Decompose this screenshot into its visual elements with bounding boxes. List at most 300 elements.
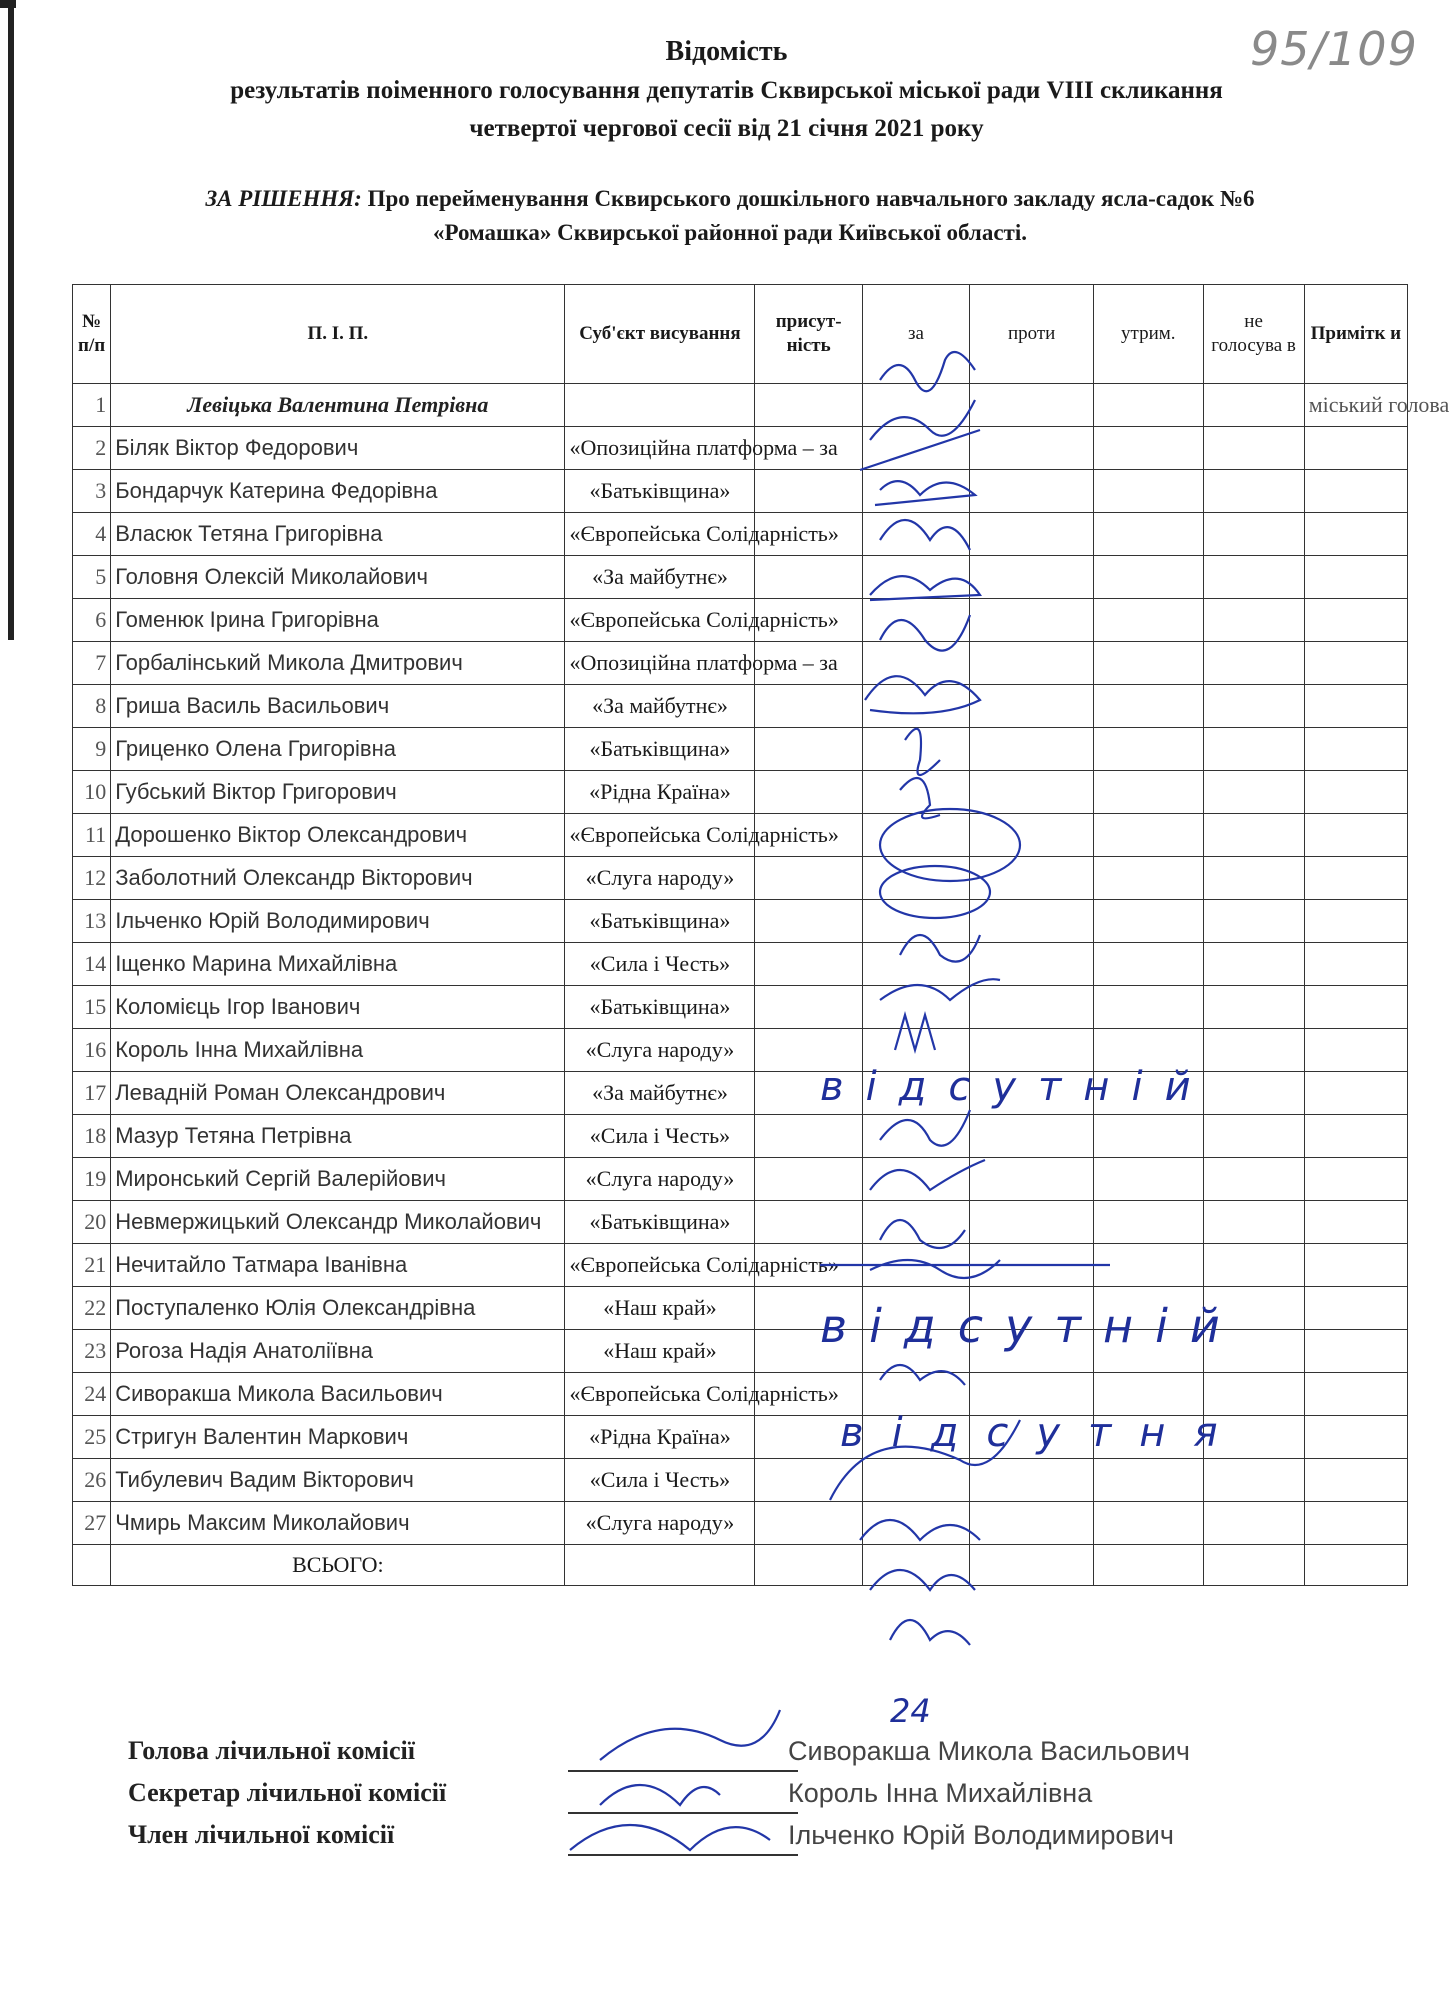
row-number: 21 — [73, 1244, 111, 1287]
vote-abstain-cell — [1094, 1244, 1203, 1287]
row-number: 4 — [73, 513, 111, 556]
row-number: 13 — [73, 900, 111, 943]
commission-role: Член лічильної комісії — [128, 1820, 395, 1849]
deputy-name: Стригун Валентин Маркович — [111, 1416, 565, 1459]
note-cell — [1304, 1158, 1407, 1201]
vote-for-cell — [862, 1502, 969, 1545]
total-blank-cell — [73, 1545, 111, 1586]
vote-abstain-cell — [1094, 943, 1203, 986]
deputy-name: Невмержицький Олександр Миколайович — [111, 1201, 565, 1244]
signature-line — [568, 1812, 798, 1814]
nominating-party: «За майбутнє» — [565, 685, 755, 728]
table-row — [73, 1029, 1408, 1072]
deputy-name: Король Інна Михайлівна — [111, 1029, 565, 1072]
vote-for-cell — [862, 1416, 969, 1459]
nominating-party: «Європейська Солідарність» — [565, 1373, 755, 1416]
deputy-name: Горбалінський Микола Дмитрович — [111, 642, 565, 685]
vote-for-cell — [862, 814, 969, 857]
signature-mark — [890, 1620, 970, 1645]
nominating-party: «Європейська Солідарність» — [565, 1244, 755, 1287]
total-for-handwritten: 24 — [890, 1692, 931, 1730]
nominating-party: «Опозиційна платформа – за — [565, 642, 755, 685]
header-not-voted: не голосува в — [1203, 285, 1304, 384]
total-not-voted-cell — [1203, 1545, 1304, 1586]
decision-label: ЗА РІШЕННЯ: — [205, 186, 362, 211]
vote-against-cell — [970, 771, 1094, 814]
deputy-name: Гриценко Олена Григорівна — [111, 728, 565, 771]
row-number: 22 — [73, 1287, 111, 1330]
vote-abstain-cell — [1094, 1201, 1203, 1244]
header-against: проти — [970, 285, 1094, 384]
not-voted-cell — [1203, 1115, 1304, 1158]
nominating-party: «Опозиційна платформа – за — [565, 427, 755, 470]
row-number: 12 — [73, 857, 111, 900]
deputy-name: Мазур Тетяна Петрівна — [111, 1115, 565, 1158]
row-number: 3 — [73, 470, 111, 513]
table-header-row — [73, 285, 1408, 384]
vote-against-cell — [970, 1201, 1094, 1244]
row-number: 24 — [73, 1373, 111, 1416]
not-voted-cell — [1203, 1244, 1304, 1287]
present-cell — [755, 1201, 862, 1244]
present-cell — [755, 986, 862, 1029]
table-row — [73, 1158, 1408, 1201]
vote-for-cell — [862, 470, 969, 513]
vote-for-cell — [862, 685, 969, 728]
vote-for-cell — [862, 1158, 969, 1201]
vote-for-cell — [862, 771, 969, 814]
table-row — [73, 1416, 1408, 1459]
deputy-name: Гриша Василь Васильович — [111, 685, 565, 728]
vote-for-cell — [862, 986, 969, 1029]
table-row — [73, 556, 1408, 599]
present-cell — [755, 1158, 862, 1201]
row-number: 17 — [73, 1072, 111, 1115]
not-voted-cell — [1203, 513, 1304, 556]
vote-for-cell — [862, 642, 969, 685]
vote-for-cell — [862, 1244, 969, 1287]
not-voted-cell — [1203, 685, 1304, 728]
table-row — [73, 943, 1408, 986]
vote-for-cell — [862, 943, 969, 986]
row-number: 11 — [73, 814, 111, 857]
vote-for-cell — [862, 513, 969, 556]
not-voted-cell — [1203, 599, 1304, 642]
note-cell — [1304, 685, 1407, 728]
not-voted-cell — [1203, 900, 1304, 943]
note-cell — [1304, 728, 1407, 771]
not-voted-cell — [1203, 1072, 1304, 1115]
commission-member-name: Сиворакша Микола Васильович — [788, 1736, 1190, 1766]
deputy-name: Іщенко Марина Михайлівна — [111, 943, 565, 986]
note-cell — [1304, 427, 1407, 470]
not-voted-cell — [1203, 1416, 1304, 1459]
present-cell — [755, 685, 862, 728]
deputy-name: Тибулевич Вадим Вікторович — [111, 1459, 565, 1502]
vote-abstain-cell — [1094, 1502, 1203, 1545]
total-against-cell — [970, 1545, 1094, 1586]
note-cell — [1304, 1029, 1407, 1072]
commission-row — [128, 1820, 1328, 1862]
row-number: 20 — [73, 1201, 111, 1244]
vote-against-cell — [970, 384, 1094, 427]
deputy-name: Біляк Віктор Федорович — [111, 427, 565, 470]
table-row — [73, 1502, 1408, 1545]
decision-block — [80, 182, 1380, 250]
document-subtitle-line2: четвертої чергової сесії від 21 січня 2021 року — [469, 115, 984, 142]
row-number: 9 — [73, 728, 111, 771]
table-row — [73, 1330, 1408, 1373]
table-row — [73, 1459, 1408, 1502]
nominating-party: «Слуга народу» — [565, 1029, 755, 1072]
deputy-name: Ільченко Юрій Володимирович — [111, 900, 565, 943]
vote-for-cell — [862, 728, 969, 771]
not-voted-cell — [1203, 1201, 1304, 1244]
deputy-name: Власюк Тетяна Григорівна — [111, 513, 565, 556]
vote-against-cell — [970, 1416, 1094, 1459]
deputy-name: Головня Олексій Миколайович — [111, 556, 565, 599]
note-cell — [1304, 1072, 1407, 1115]
vote-abstain-cell — [1094, 556, 1203, 599]
vote-against-cell — [970, 900, 1094, 943]
present-cell — [755, 1459, 862, 1502]
nominating-party: «Європейська Солідарність» — [565, 513, 755, 556]
vote-abstain-cell — [1094, 599, 1203, 642]
vote-for-cell — [862, 857, 969, 900]
signature-line — [568, 1854, 798, 1856]
counting-commission — [128, 1736, 1328, 1862]
table-row — [73, 1287, 1408, 1330]
note-cell — [1304, 1373, 1407, 1416]
vote-for-cell — [862, 1459, 969, 1502]
vote-against-cell — [970, 599, 1094, 642]
decision-text-line1: Про перейменування Сквирського дошкільного навчального закладу ясла-садок №6 — [361, 186, 1255, 211]
row-number: 8 — [73, 685, 111, 728]
not-voted-cell — [1203, 728, 1304, 771]
vote-abstain-cell — [1094, 1158, 1203, 1201]
vote-against-cell — [970, 1373, 1094, 1416]
vote-against-cell — [970, 427, 1094, 470]
row-number: 6 — [73, 599, 111, 642]
vote-against-cell — [970, 1287, 1094, 1330]
header-num: № п/п — [73, 285, 111, 384]
note-cell — [1304, 986, 1407, 1029]
note-cell — [1304, 642, 1407, 685]
table-row — [73, 1072, 1408, 1115]
total-present-cell — [755, 1545, 862, 1586]
vote-abstain-cell — [1094, 1330, 1203, 1373]
deputy-name: Чмирь Максим Миколайович — [111, 1502, 565, 1545]
deputy-name: Левіцька Валентина Петрівна — [111, 384, 565, 427]
note-cell — [1304, 1201, 1407, 1244]
present-cell — [755, 1115, 862, 1158]
total-row — [73, 1545, 1408, 1586]
vote-for-cell — [862, 1373, 969, 1416]
header-party: Суб'єкт висування — [565, 285, 755, 384]
row-number: 16 — [73, 1029, 111, 1072]
table-row — [73, 685, 1408, 728]
absent-note-row20: відсутній — [820, 1299, 1242, 1353]
present-cell — [755, 556, 862, 599]
not-voted-cell — [1203, 1330, 1304, 1373]
vote-abstain-cell — [1094, 857, 1203, 900]
present-cell — [755, 1029, 862, 1072]
vote-for-cell — [862, 1287, 969, 1330]
table-row — [73, 1373, 1408, 1416]
vote-abstain-cell — [1094, 384, 1203, 427]
vote-against-cell — [970, 513, 1094, 556]
scan-corner-mark — [0, 0, 16, 8]
table-row — [73, 728, 1408, 771]
row-number: 1 — [73, 384, 111, 427]
not-voted-cell — [1203, 1373, 1304, 1416]
not-voted-cell — [1203, 771, 1304, 814]
note-cell — [1304, 599, 1407, 642]
not-voted-cell — [1203, 1287, 1304, 1330]
deputy-name: Левадній Роман Олександрович — [111, 1072, 565, 1115]
commission-row — [128, 1778, 1328, 1820]
vote-for-cell — [862, 1201, 969, 1244]
header-present: присут-ність — [755, 285, 862, 384]
table-row — [73, 599, 1408, 642]
vote-against-cell — [970, 943, 1094, 986]
not-voted-cell — [1203, 943, 1304, 986]
vote-against-cell — [970, 685, 1094, 728]
present-cell — [755, 1502, 862, 1545]
deputy-name: Нечитайло Татмара Іванівна — [111, 1244, 565, 1287]
vote-abstain-cell — [1094, 642, 1203, 685]
table-row — [73, 900, 1408, 943]
nominating-party: «Сила і Честь» — [565, 1115, 755, 1158]
vote-for-cell — [862, 599, 969, 642]
document-title: Відомість — [665, 36, 788, 67]
vote-against-cell — [970, 1502, 1094, 1545]
total-abstain-cell — [1094, 1545, 1203, 1586]
table-row — [73, 986, 1408, 1029]
vote-for-cell — [862, 1072, 969, 1115]
vote-against-cell — [970, 1244, 1094, 1287]
vote-abstain-cell — [1094, 986, 1203, 1029]
commission-member-name: Король Інна Михайлівна — [788, 1778, 1093, 1808]
nominating-party: «Наш край» — [565, 1287, 755, 1330]
header-name: П. І. П. — [111, 285, 565, 384]
nominating-party: «За майбутнє» — [565, 1072, 755, 1115]
table-row — [73, 771, 1408, 814]
total-for-cell — [862, 1545, 969, 1586]
present-cell — [755, 1287, 862, 1330]
row-number: 27 — [73, 1502, 111, 1545]
present-cell — [755, 470, 862, 513]
vote-against-cell — [970, 814, 1094, 857]
header-note: Примітк и — [1304, 285, 1407, 384]
note-cell: міський голова — [1304, 384, 1407, 427]
not-voted-cell — [1203, 556, 1304, 599]
present-cell — [755, 943, 862, 986]
row-number: 5 — [73, 556, 111, 599]
decision-text-line2: «Ромашка» Сквирської районної ради Київської області. — [433, 220, 1027, 245]
present-cell — [755, 771, 862, 814]
vote-abstain-cell — [1094, 1287, 1203, 1330]
table-row — [73, 814, 1408, 857]
nominating-party: «Слуга народу» — [565, 1158, 755, 1201]
present-cell — [755, 1416, 862, 1459]
vote-abstain-cell — [1094, 427, 1203, 470]
vote-for-cell — [862, 427, 969, 470]
nominating-party: «За майбутнє» — [565, 556, 755, 599]
signature-line — [568, 1770, 798, 1772]
document-subtitle-line1: результатів поіменного голосування депутатів Сквирської міської ради VIII скликання — [230, 77, 1223, 104]
nominating-party: «Слуга народу» — [565, 857, 755, 900]
table-row — [73, 857, 1408, 900]
total-label: ВСЬОГО: — [111, 1545, 565, 1586]
deputy-name: Поступаленко Юлія Олександрівна — [111, 1287, 565, 1330]
row-number: 14 — [73, 943, 111, 986]
vote-against-cell — [970, 1115, 1094, 1158]
note-cell — [1304, 943, 1407, 986]
present-cell — [755, 900, 862, 943]
present-cell — [755, 728, 862, 771]
deputy-name: Сиворакша Микола Васильович — [111, 1373, 565, 1416]
row-number: 19 — [73, 1158, 111, 1201]
deputy-name: Гоменюк Ірина Григорівна — [111, 599, 565, 642]
deputy-name: Губський Віктор Григорович — [111, 771, 565, 814]
present-cell — [755, 857, 862, 900]
note-cell — [1304, 814, 1407, 857]
not-voted-cell — [1203, 1158, 1304, 1201]
commission-role: Голова лічильної комісії — [128, 1736, 415, 1765]
row-number: 18 — [73, 1115, 111, 1158]
vote-against-cell — [970, 1029, 1094, 1072]
note-cell — [1304, 1502, 1407, 1545]
note-cell — [1304, 1330, 1407, 1373]
vote-abstain-cell — [1094, 1373, 1203, 1416]
nominating-party: «Європейська Солідарність» — [565, 814, 755, 857]
table-row — [73, 427, 1408, 470]
nominating-party: «Слуга народу» — [565, 1502, 755, 1545]
vote-abstain-cell — [1094, 1029, 1203, 1072]
not-voted-cell — [1203, 1029, 1304, 1072]
nominating-party: «Сила і Честь» — [565, 943, 755, 986]
nominating-party: «Батьківщина» — [565, 728, 755, 771]
total-note-cell — [1304, 1545, 1407, 1586]
vote-abstain-cell — [1094, 1416, 1203, 1459]
deputy-name: Миронський Сергій Валерійович — [111, 1158, 565, 1201]
vote-abstain-cell — [1094, 1115, 1203, 1158]
row-number: 10 — [73, 771, 111, 814]
deputy-name: Коломієць Ігор Іванович — [111, 986, 565, 1029]
present-cell — [755, 1330, 862, 1373]
vote-abstain-cell — [1094, 900, 1203, 943]
vote-for-cell — [862, 556, 969, 599]
nominating-party: «Батьківщина» — [565, 470, 755, 513]
not-voted-cell — [1203, 814, 1304, 857]
vote-for-cell — [862, 384, 969, 427]
note-cell — [1304, 1287, 1407, 1330]
vote-against-cell — [970, 1459, 1094, 1502]
not-voted-cell — [1203, 384, 1304, 427]
nominating-party: «Батьківщина» — [565, 986, 755, 1029]
vote-abstain-cell — [1094, 771, 1203, 814]
vote-for-cell — [862, 1115, 969, 1158]
deputy-name: Дорошенко Віктор Олександрович — [111, 814, 565, 857]
note-cell — [1304, 470, 1407, 513]
vote-abstain-cell — [1094, 1459, 1203, 1502]
vote-for-cell — [862, 900, 969, 943]
absent-note-row22: відсутня — [840, 1410, 1246, 1456]
not-voted-cell — [1203, 642, 1304, 685]
note-cell — [1304, 857, 1407, 900]
deputy-name: Рогоза Надія Анатоліївна — [111, 1330, 565, 1373]
not-voted-cell — [1203, 857, 1304, 900]
vote-against-cell — [970, 470, 1094, 513]
nominating-party: «Європейська Солідарність» — [565, 599, 755, 642]
note-cell — [1304, 771, 1407, 814]
note-cell — [1304, 900, 1407, 943]
row-number: 7 — [73, 642, 111, 685]
row-number: 26 — [73, 1459, 111, 1502]
not-voted-cell — [1203, 427, 1304, 470]
commission-role: Секретар лічильної комісії — [128, 1778, 447, 1807]
vote-abstain-cell — [1094, 728, 1203, 771]
commission-row — [128, 1736, 1328, 1778]
row-number: 23 — [73, 1330, 111, 1373]
scan-edge-mark — [8, 0, 14, 640]
present-cell — [755, 1072, 862, 1115]
absent-note-row15: відсутній — [820, 1064, 1213, 1110]
vote-against-cell — [970, 1330, 1094, 1373]
not-voted-cell — [1203, 470, 1304, 513]
not-voted-cell — [1203, 986, 1304, 1029]
table-row — [73, 470, 1408, 513]
vote-abstain-cell — [1094, 814, 1203, 857]
row-number: 25 — [73, 1416, 111, 1459]
nominating-party: «Рідна Країна» — [565, 771, 755, 814]
vote-abstain-cell — [1094, 513, 1203, 556]
vote-abstain-cell — [1094, 685, 1203, 728]
note-cell — [1304, 513, 1407, 556]
voting-table — [72, 284, 1450, 1586]
header-abstain: утрим. — [1094, 285, 1203, 384]
vote-against-cell — [970, 642, 1094, 685]
table-row — [73, 642, 1408, 685]
vote-for-cell — [862, 1029, 969, 1072]
table-row — [73, 384, 1408, 427]
table-row — [73, 1244, 1408, 1287]
table-row — [73, 1115, 1408, 1158]
vote-against-cell — [970, 728, 1094, 771]
not-voted-cell — [1203, 1502, 1304, 1545]
vote-against-cell — [970, 556, 1094, 599]
vote-against-cell — [970, 1158, 1094, 1201]
note-cell — [1304, 1459, 1407, 1502]
nominating-party: «Наш край» — [565, 1330, 755, 1373]
present-cell — [755, 384, 862, 427]
nominating-party: «Батьківщина» — [565, 900, 755, 943]
vote-for-cell — [862, 1330, 969, 1373]
vote-abstain-cell — [1094, 1072, 1203, 1115]
deputy-name: Заболотний Олександр Вікторович — [111, 857, 565, 900]
vote-abstain-cell — [1094, 470, 1203, 513]
commission-member-name: Ільченко Юрій Володимирович — [788, 1820, 1174, 1850]
not-voted-cell — [1203, 1459, 1304, 1502]
nominating-party — [565, 384, 755, 427]
total-party-cell — [565, 1545, 755, 1586]
vote-against-cell — [970, 986, 1094, 1029]
header-for: за — [862, 285, 969, 384]
table-row — [73, 513, 1408, 556]
table-row — [73, 1201, 1408, 1244]
nominating-party: «Сила і Честь» — [565, 1459, 755, 1502]
